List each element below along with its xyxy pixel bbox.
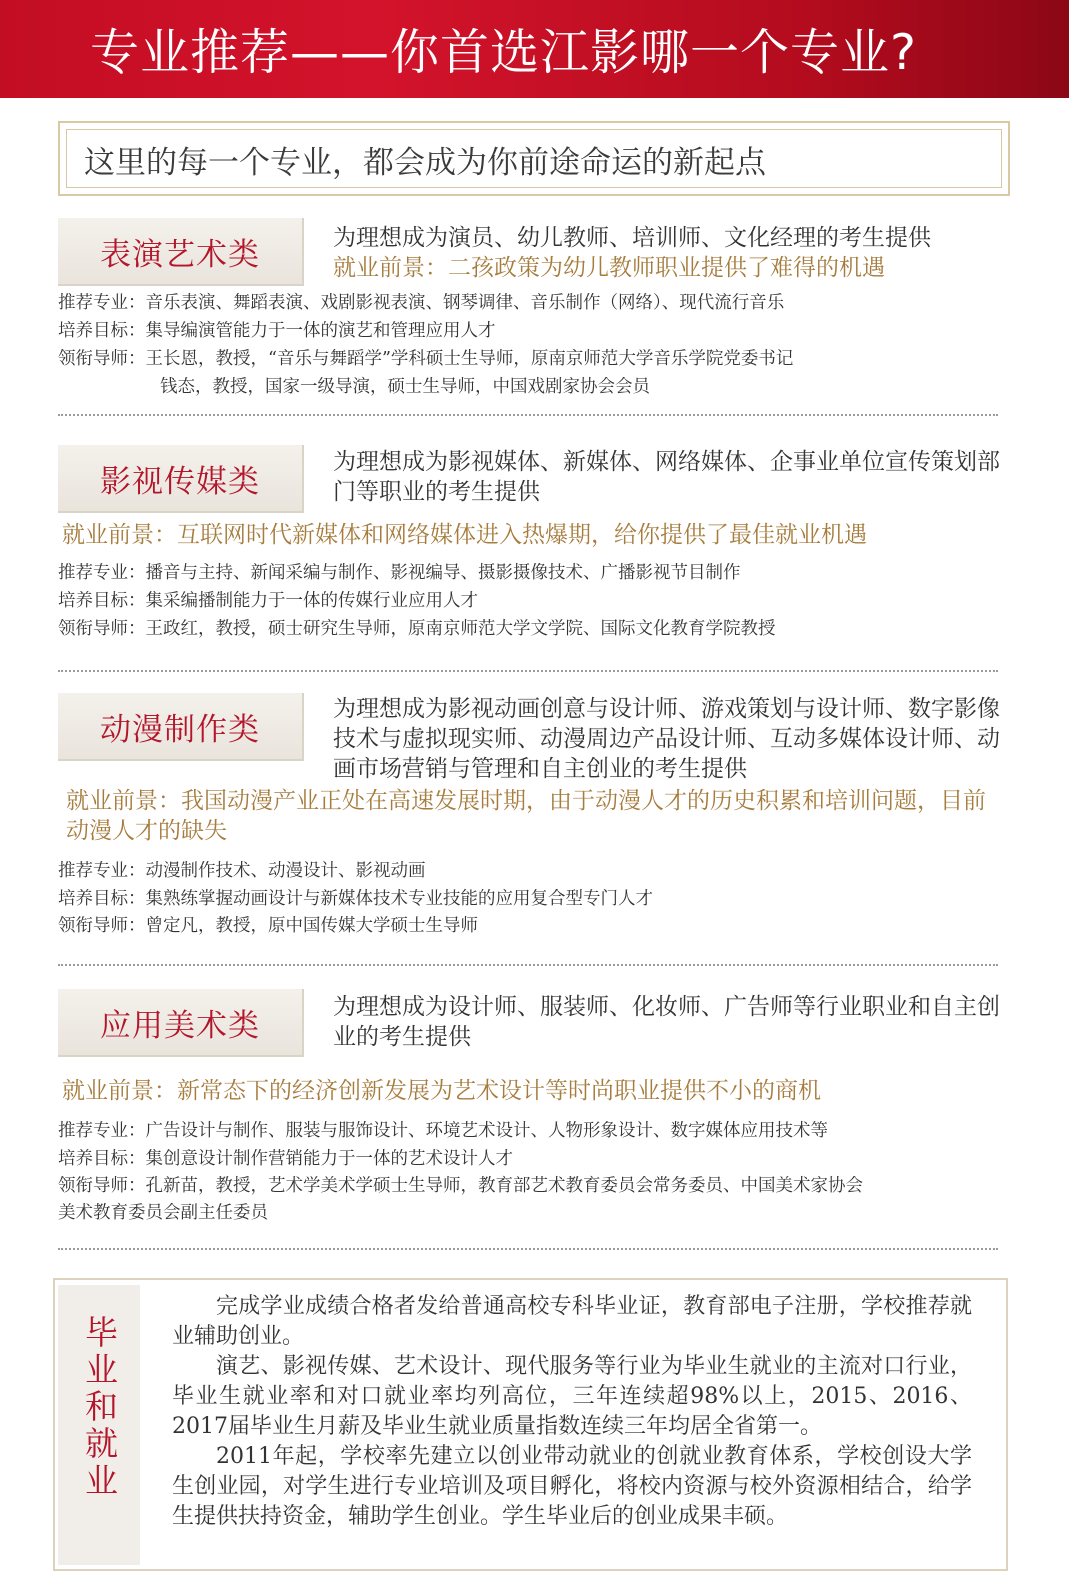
section-divider xyxy=(58,964,998,966)
section-divider xyxy=(58,670,998,672)
recommended-majors: 推荐专业：播音与主持、新闻采编与制作、影视编导、摄影摄像技术、广播影视节目制作 xyxy=(58,563,741,583)
category-prospect: 就业前景：我国动漫产业正处在高速发展时期，由于动漫人才的历史积累和培训问题，目前动漫人才的缺失 xyxy=(66,788,986,844)
category-prospect: 就业前景：互联网时代新媒体和网络媒体进入热爆期，给你提供了最佳就业机遇 xyxy=(62,522,867,548)
category-intro: 为理想成为影视媒体、新媒体、网络媒体、企事业单位宣传策划部门等职业的考生提供 xyxy=(333,449,1000,505)
graduation-body xyxy=(172,1292,972,1532)
training-goal: 培养目标：集导编演管能力于一体的演艺和管理应用人才 xyxy=(58,321,496,341)
header-banner xyxy=(0,0,1069,98)
category-label-animation: 动漫制作类 xyxy=(58,693,304,761)
training-goal: 培养目标：集采编播制能力于一体的传媒行业应用人才 xyxy=(58,591,478,611)
graduation-paragraph: 2011年起，学校率先建立以创业带动就业的创就业教育体系，学校创设大学生创业园，对学生进行专业培训及项目孵化，将校内资源与校外资源相结合，给学生提供扶持资金，辅助学生创业。学生毕业后的创业成果丰硕。 xyxy=(172,1444,972,1529)
training-goal: 培养目标：集熟练掌握动画设计与新媒体技术专业技能的应用复合型专门人才 xyxy=(58,889,653,909)
category-prospect: 就业前景：新常态下的经济创新发展为艺术设计等时尚职业提供不小的商机 xyxy=(62,1078,821,1104)
graduation-paragraph: 完成学业成绩合格者发给普通高校专科毕业证，教育部电子注册，学校推荐就业辅助创业。 xyxy=(172,1294,972,1349)
lead-mentor-continued: 美术教育委员会副主任委员 xyxy=(58,1203,268,1223)
graduation-side-panel xyxy=(58,1285,140,1565)
page-title: 专业推荐——你首选江影哪一个专业? xyxy=(90,24,918,81)
category-label-media: 影视传媒类 xyxy=(58,445,304,513)
category-label-performance: 表演艺术类 xyxy=(58,218,304,286)
lead-mentor: 领衔导师：王政红，教授，硕士研究生导师，原南京师范大学文学院、国际文化教育学院教授 xyxy=(58,619,776,639)
graduation-title-text: 毕业和就业 xyxy=(80,1315,119,1500)
lead-mentor-secondary: 钱态，教授，国家一级导演，硕士生导师，中国戏剧家协会会员 xyxy=(160,377,650,397)
graduation-paragraph: 演艺、影视传媒、艺术设计、现代服务等行业为毕业生就业的主流对口行业，毕业生就业率和对口就业率均列高位，三年连续超98%以上，2015、2016、2017届毕业生月薪及毕业生就业质量指数连续三年均居全省第一。 xyxy=(172,1354,972,1439)
category-intro: 为理想成为影视动画创意与设计师、游戏策划与设计师、数字影像技术与虚拟现实师、动漫周边产品设计师、互动多媒体设计师、动画市场营销与管理和自主创业的考生提供 xyxy=(333,696,1000,782)
category-prospect: 就业前景：二孩政策为幼儿教师职业提供了难得的机遇 xyxy=(333,255,885,281)
tagline-text: 这里的每一个专业，都会成为你前途命运的新起点 xyxy=(84,145,766,181)
lead-mentor: 领衔导师：曾定凡，教授，原中国传媒大学硕士生导师 xyxy=(58,916,478,936)
training-goal: 培养目标：集创意设计制作营销能力于一体的艺术设计人才 xyxy=(58,1149,513,1169)
section-divider xyxy=(58,414,998,416)
category-intro: 为理想成为设计师、服装师、化妆师、广告师等行业职业和自主创业的考生提供 xyxy=(333,994,1000,1050)
lead-mentor: 领衔导师：孔新苗，教授，艺术学美术学硕士生导师，教育部艺术教育委员会常务委员、中国美术家协会 xyxy=(58,1176,863,1196)
tagline-box xyxy=(58,121,1010,196)
category-label-applied-art: 应用美术类 xyxy=(58,989,304,1057)
lead-mentor: 领衔导师：王长恩，教授，“音乐与舞蹈学”学科硕士生导师，原南京师范大学音乐学院党委书记 xyxy=(58,349,794,369)
section-divider xyxy=(58,1248,998,1250)
graduation-title xyxy=(58,1315,140,1500)
recommended-majors: 推荐专业：动漫制作技术、动漫设计、影视动画 xyxy=(58,861,426,881)
category-intro: 为理想成为演员、幼儿教师、培训师、文化经理的考生提供 xyxy=(333,225,931,251)
recommended-majors: 推荐专业：音乐表演、舞蹈表演、戏剧影视表演、钢琴调律、音乐制作（网络）、现代流行音乐 xyxy=(58,293,785,313)
recommended-majors: 推荐专业：广告设计与制作、服装与服饰设计、环境艺术设计、人物形象设计、数字媒体应用技术等 xyxy=(58,1121,828,1141)
